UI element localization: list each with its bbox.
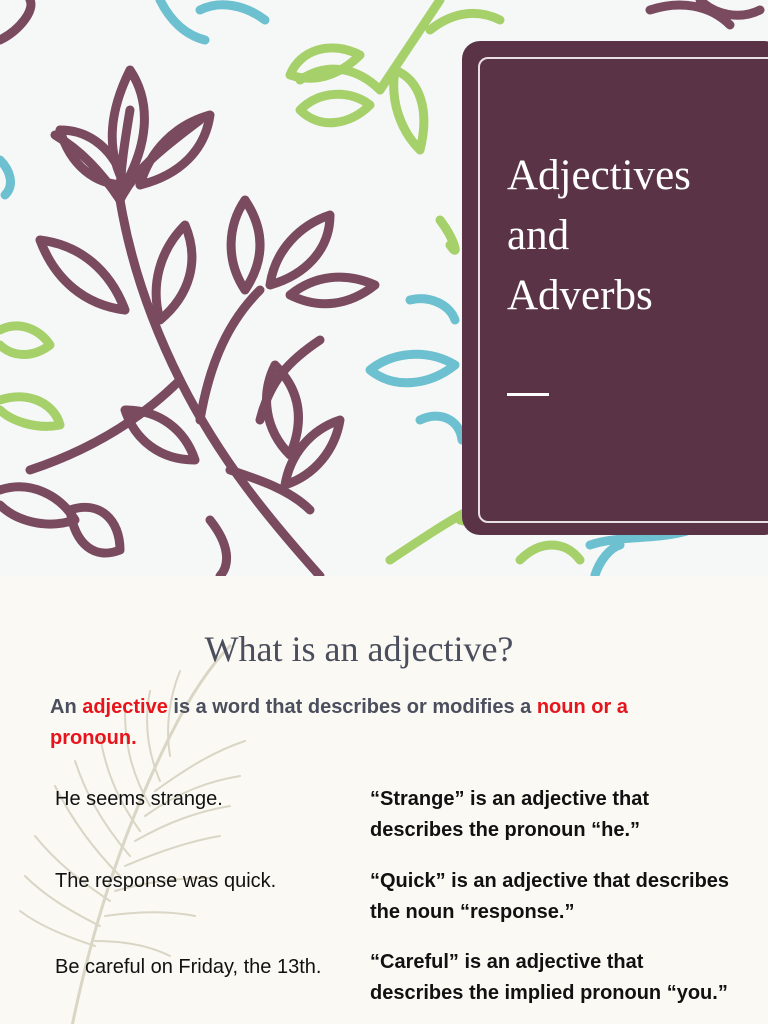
slide-heading: What is an adjective? [204, 629, 514, 669]
slide-title [507, 146, 747, 326]
definition-part: is a word that describes or modifies a [167, 696, 537, 718]
example-sentence: He seems strange. [55, 788, 223, 810]
example-explanation: “Quick” is an adjective that describes the noun “response.” [370, 870, 730, 923]
example-sentence: The response was quick. [55, 870, 277, 892]
title-line: Adjectives [507, 152, 691, 199]
title-underline [507, 393, 549, 396]
title-line: and [507, 212, 570, 259]
example-explanation: “Strange” is an adjective that describes the pronoun “he.” [370, 788, 649, 841]
content-slide [0, 576, 768, 1024]
example-sentence: Be careful on Friday, the 13th. [55, 956, 322, 978]
definition-text [50, 692, 710, 754]
definition-target: noun or a pronoun. [50, 696, 628, 749]
title-line: Adverbs [507, 272, 653, 319]
definition-term: adjective [82, 696, 168, 718]
example-explanation: “Careful” is an adjective that describes the implied pronoun “you.” [370, 951, 728, 1004]
definition-part: An [50, 696, 83, 718]
